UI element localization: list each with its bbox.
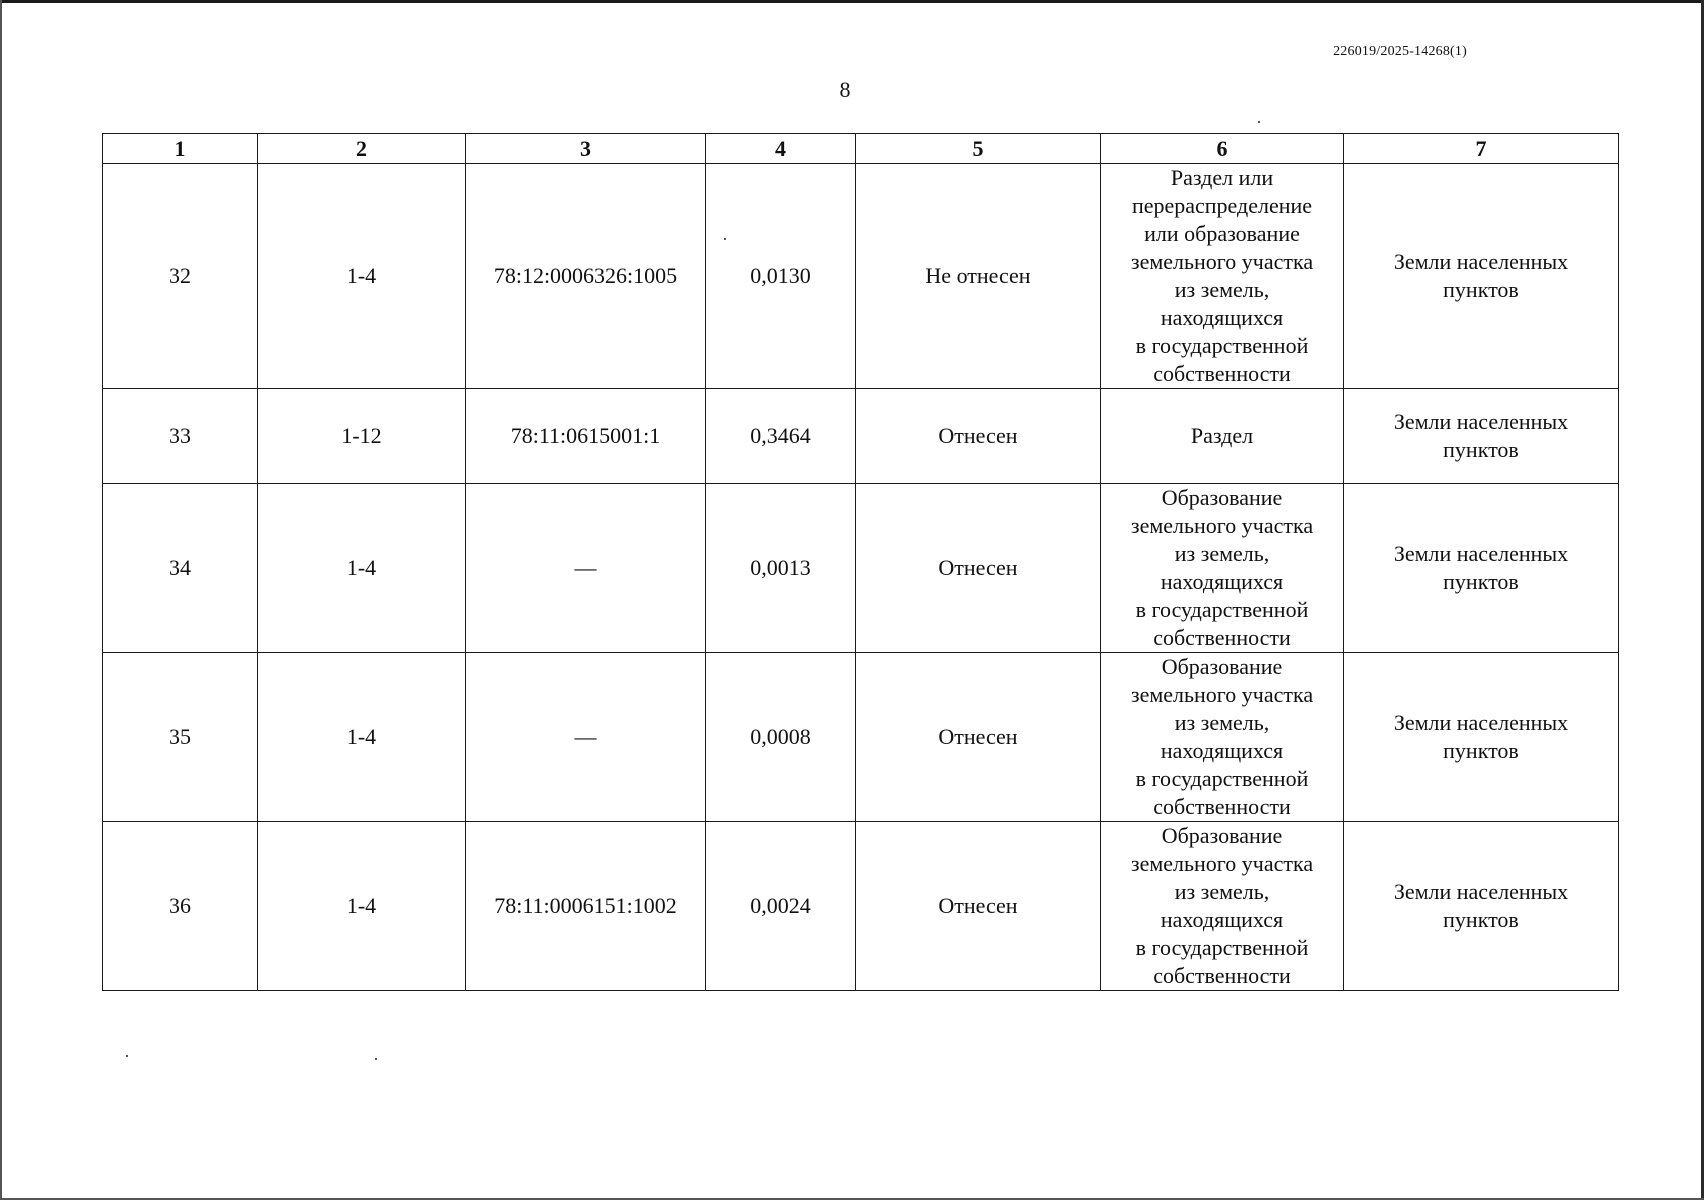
- range-cell: 1-4: [258, 653, 466, 822]
- column-header-4: 4: [706, 134, 856, 164]
- table-row: [103, 484, 1619, 653]
- column-header-5: 5: [856, 134, 1101, 164]
- range-cell: 1-4: [258, 484, 466, 653]
- action-cell: Раздел: [1101, 389, 1344, 484]
- row-number-cell: 32: [103, 164, 258, 389]
- land-category-cell: Земли населенных пунктов: [1344, 653, 1619, 822]
- row-number-cell: 33: [103, 389, 258, 484]
- scan-speck: [126, 1055, 128, 1057]
- page-number: 8: [839, 77, 851, 102]
- area-cell: 0,0008: [706, 653, 856, 822]
- cadastral-number-cell: —: [466, 484, 706, 653]
- status-cell: Отнесен: [856, 484, 1101, 653]
- column-header-2: 2: [258, 134, 466, 164]
- area-cell: 0,0024: [706, 822, 856, 991]
- land-category-cell: Земли населенных пунктов: [1344, 164, 1619, 389]
- action-cell: Образование земельного участка из земель, находящихся в государственной собственности: [1101, 484, 1344, 653]
- row-number-cell: 36: [103, 822, 258, 991]
- land-category-cell: Земли населенных пунктов: [1344, 484, 1619, 653]
- table-row: [103, 653, 1619, 822]
- cadastral-number-cell: 78:11:0615001:1: [466, 389, 706, 484]
- scan-top-edge: [0, 0, 1704, 3]
- status-cell: Не отнесен: [856, 164, 1101, 389]
- area-cell: 0,0130: [706, 164, 856, 389]
- cadastral-number-cell: 78:12:0006326:1005: [466, 164, 706, 389]
- status-cell: Отнесен: [856, 389, 1101, 484]
- cadastral-number-cell: 78:11:0006151:1002: [466, 822, 706, 991]
- column-header-7: 7: [1344, 134, 1619, 164]
- land-category-cell: Земли населенных пунктов: [1344, 822, 1619, 991]
- scan-left-edge: [0, 0, 2, 1200]
- row-number-cell: 34: [103, 484, 258, 653]
- action-cell: Образование земельного участка из земель, находящихся в государственной собственности: [1101, 822, 1344, 991]
- status-cell: Отнесен: [856, 822, 1101, 991]
- column-header-1: 1: [103, 134, 258, 164]
- range-cell: 1-4: [258, 822, 466, 991]
- range-cell: 1-12: [258, 389, 466, 484]
- table-row: [103, 822, 1619, 991]
- land-register-table: [102, 133, 1619, 991]
- range-cell: 1-4: [258, 164, 466, 389]
- scan-speck: [375, 1058, 377, 1060]
- cadastral-number-cell: —: [466, 653, 706, 822]
- column-header-6: 6: [1101, 134, 1344, 164]
- area-cell: 0,0013: [706, 484, 856, 653]
- status-cell: Отнесен: [856, 653, 1101, 822]
- action-cell: Раздел или перераспределение или образование земельного участка из земель, находящихся в государственной собственности: [1101, 164, 1344, 389]
- header-row: [103, 134, 1619, 164]
- land-category-cell: Земли населенных пунктов: [1344, 389, 1619, 484]
- column-header-3: 3: [466, 134, 706, 164]
- table-row: [103, 164, 1619, 389]
- scan-speck: [1258, 121, 1260, 123]
- scan-speck: [724, 238, 726, 240]
- action-cell: Образование земельного участка из земель, находящихся в государственной собственности: [1101, 653, 1344, 822]
- table-row: [103, 389, 1619, 484]
- document-id: 226019/2025-14268(1): [1333, 44, 1467, 59]
- row-number-cell: 35: [103, 653, 258, 822]
- area-cell: 0,3464: [706, 389, 856, 484]
